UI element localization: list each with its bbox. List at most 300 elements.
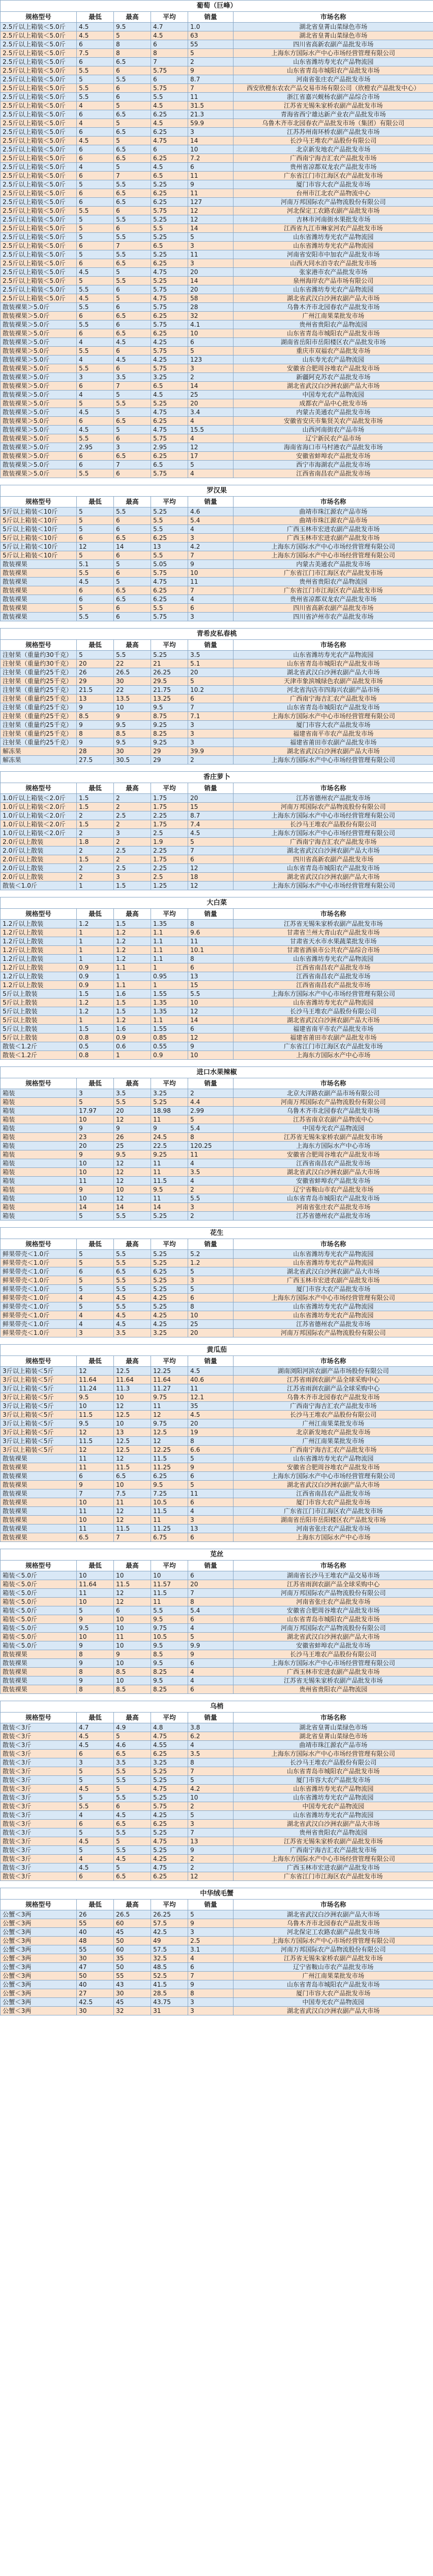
table-cell: 河南万邦国际农产品物流股份有限公司 [234,1329,433,1337]
table-cell: 5斤以上箱装＜10斤 [1,525,77,534]
table-cell: 9.5 [151,1676,188,1685]
table-cell: 11.5 [151,1177,188,1185]
table-cell: 箱装＜5.0斤 [1,1624,77,1633]
table-cell: 5.5 [114,250,151,259]
table-cell: 上海东方国际水产中心市场 [234,1051,433,1060]
table-cell: 4.7 [77,1723,114,1732]
table-cell: 鲜果带壳＜1.0斤 [1,1276,77,1285]
table-cell: 5 [188,1481,234,1489]
table-cell: 20 [77,659,114,668]
table-cell: 箱装 [1,1107,77,1115]
table-cell: 5 [77,1828,114,1837]
table-row [1,1142,433,1150]
table-cell: 箱装 [1,1133,77,1142]
table-cell: 10 [114,1659,151,1668]
table-cell: 5 [77,1793,114,1802]
table-cell: 安徽省安庆市集贤关农产品批发市场 [234,417,433,426]
table-row [1,534,433,543]
table-cell: 湖北省武汉白沙洲农副产品大市场 [234,1168,433,1177]
table-cell: 公蟹＜3两 [1,1937,77,1945]
table-cell: 湖南浏阳河滨农副产品市场股份有限公司 [234,1367,433,1376]
table-cell: 山东省潍坊寿光农产品物流园 [234,233,433,242]
table-cell: 11 [77,1463,114,1472]
table-cell: 5 [77,1212,114,1221]
table-cell: 1 [77,946,114,955]
table-cell: 散装＜3斤 [1,1855,77,1863]
table-cell: 11.64 [114,1376,151,1384]
table-cell: 30.5 [114,756,151,765]
table-cell: 6.25 [151,417,188,426]
table-cell: 5.25 [151,277,188,285]
table-cell: 箱装 [1,1124,77,1133]
table-cell: 10 [77,1571,114,1580]
table-cell: 2.25 [151,864,188,873]
table-cell: 1.1 [151,1016,188,1025]
spacer-cell [1,1542,433,1549]
table-row [1,1168,433,1177]
table-cell: 5 [114,119,151,128]
column-header: 规格型号 [1,909,77,920]
table-cell: 注射果（重量约30千克） [1,651,77,659]
table-cell: 湖北省皇菁山菜绿色市场 [234,1732,433,1741]
table-cell: 乌鲁木齐市北园春农产品批发市场 [234,1919,433,1928]
table-cell: 9 [188,1980,234,1989]
table-cell: 11 [77,1507,114,1516]
table-row [1,937,433,946]
table-cell: 11.5 [77,1437,114,1446]
table-row [1,946,433,955]
spacer-cell [1,890,433,897]
table-cell: 23 [77,1133,114,1142]
table-row [1,1668,433,1676]
table-cell: 注射果（重量约30千克） [1,659,77,668]
table-cell: 江西省南昌农产品批发市场 [234,1489,433,1498]
column-header: 市场名称 [234,1078,433,1089]
table-cell: 6 [114,525,151,534]
table-cell: 中国寿光农产品物流园 [234,391,433,399]
table-cell: 北京大洋路农副产品市场有限公司 [234,1089,433,1098]
column-header-row [1,1900,433,1910]
table-cell: 41.5 [151,1980,188,1989]
table-cell: 散装裸果 [1,1472,77,1481]
table-cell: 1.6 [114,1025,151,1033]
table-cell: 9 [77,1185,114,1194]
table-cell: 12 [188,1007,234,1016]
table-cell: 曲靖市珠江源农产品市场 [234,1741,433,1750]
table-cell: 9 [188,66,234,75]
table-cell: 12 [188,864,234,873]
table-cell: 4 [77,1855,114,1863]
table-cell: 10 [151,1571,188,1580]
table-cell: 6.5 [114,417,151,426]
table-cell: 12.5 [151,1428,188,1437]
table-cell: 4.75 [151,1732,188,1741]
table-cell: 4.25 [151,1311,188,1320]
table-cell: 11.25 [151,1463,188,1472]
table-cell: 12.5 [114,1437,151,1446]
table-cell: 8 [114,40,151,49]
table-cell: 6 [114,613,151,621]
table-row [1,198,433,207]
table-cell: 2.95 [151,443,188,452]
table-cell: 6 [114,434,151,443]
column-header: 销量 [188,1356,234,1367]
table-cell: 28.5 [151,1989,188,1998]
table-row [1,1855,433,1863]
table-cell: 7.4 [188,820,234,829]
table-row [1,1723,433,1732]
table-cell: 4.7 [151,23,188,31]
table-cell: 散装裸果 [1,1454,77,1463]
table-cell: 长沙马王堆农产品股份有限公司 [234,1758,433,1767]
table-row [1,347,433,355]
table-cell: 9.5 [77,1419,114,1428]
table-cell: 0.9 [77,972,114,981]
table-cell: 4 [188,469,234,478]
table-row [1,1641,433,1650]
table-cell: 1.0斤以上箱装＜2.0斤 [1,803,77,811]
table-cell: 9 [77,738,114,747]
table-cell: 散装裸果＞5.0斤 [1,355,77,364]
table-cell: 9.75 [151,1624,188,1633]
section-spacer [1,1694,433,1701]
table-cell: 6 [114,285,151,294]
table-cell: 5 [114,31,151,40]
table-row [1,1033,433,1042]
table-cell: 散装裸果＞5.0斤 [1,312,77,320]
table-cell: 上海东方国际水产中心市场经营管理有限公司 [234,551,433,560]
table-cell: 散装裸果＞5.0斤 [1,426,77,434]
table-cell: 10 [77,1498,114,1507]
table-row [1,268,433,277]
table-cell: 湖北省武汉白沙洲农副产品大市场 [234,1633,433,1641]
table-cell: 1 [114,972,151,981]
table-cell: 4.75 [151,408,188,417]
table-cell: 26.25 [151,1910,188,1919]
table-cell: 厦门市容大农产品批发市场 [234,1285,433,1294]
table-cell: 广州江南果菜批发市场 [234,312,433,320]
table-cell: 5.4 [188,516,234,525]
table-cell: 5.75 [151,613,188,621]
table-cell: 2.5斤以上箱装＜5.0斤 [1,84,77,93]
table-cell: 广东省江门市江海区农产品批发市场 [234,172,433,180]
table-cell: 1 [151,981,188,990]
table-cell: 公蟹＜3两 [1,1954,77,1963]
table-cell: 四川省高新农副产品批发市场 [234,604,433,613]
table-row [1,312,433,320]
spacer-cell [1,478,433,485]
table-cell: 安徽省合肥周谷堆农产品批发市场 [234,364,433,373]
table-cell: 40 [77,1928,114,1937]
table-cell: 2.5斤以上箱装＜5.0斤 [1,119,77,128]
column-header-row [1,640,433,651]
table-cell: 山东省青岛市城阳农产品批发市场 [234,864,433,873]
table-cell: 箱装 [1,1212,77,1221]
table-cell: 127 [188,198,234,207]
column-header: 最高 [114,783,151,794]
table-cell: 1 [77,928,114,937]
table-cell: 11.5 [151,1589,188,1598]
table-cell: 5 [77,399,114,408]
table-cell: 5.5 [151,551,188,560]
table-cell: 59.9 [188,119,234,128]
table-cell: 2.25 [151,811,188,820]
table-cell: 山东省潍坊寿光农产品物流园 [234,285,433,294]
table-cell: 50 [114,1963,151,1972]
table-cell: 5 [188,1267,234,1276]
table-cell: 4 [188,1676,234,1685]
table-row [1,1411,433,1419]
table-cell: 5 [77,516,114,525]
table-cell: 5 [114,268,151,277]
table-cell: 5 [114,426,151,434]
table-cell: 散装裸果 [1,578,77,586]
table-row [1,23,433,31]
column-header: 最高 [114,640,151,651]
table-cell: 21.75 [151,686,188,694]
table-row [1,31,433,40]
table-cell: 江西省南昌农产品批发市场 [234,981,433,990]
column-header: 销量 [188,783,234,794]
table-cell: 9.5 [77,1624,114,1633]
table-cell: 散装裸果＞5.0斤 [1,364,77,373]
table-cell: 5.75 [151,84,188,93]
table-cell: 9 [77,703,114,712]
table-cell: 6.5 [77,1533,114,1542]
table-cell: 2.5斤以上箱装＜5.0斤 [1,198,77,207]
table-cell: 2.5斤以上箱装＜5.0斤 [1,224,77,233]
table-cell: 1.25 [151,882,188,890]
table-cell: 6 [114,604,151,613]
table-cell: 10 [114,1641,151,1650]
table-cell: 5.5 [114,277,151,285]
column-header-row [1,909,433,920]
table-row [1,242,433,250]
table-cell: 箱装＜5.0斤 [1,1615,77,1624]
table-cell: 35 [188,1402,234,1411]
table-row [1,794,433,803]
table-cell: 5.25 [151,1285,188,1294]
table-cell: 散装裸果＞5.0斤 [1,320,77,329]
table-cell: 12 [77,1367,114,1376]
table-cell: 4 [77,119,114,128]
table-cell: 20 [77,1142,114,1150]
table-cell: 6.25 [151,1872,188,1881]
table-cell: 11 [77,1177,114,1185]
column-header: 市场名称 [234,497,433,507]
table-cell: 4.5 [151,391,188,399]
table-row [1,613,433,621]
table-cell: 4.75 [151,137,188,145]
table-cell: 14 [188,224,234,233]
table-cell: 4.5 [77,1732,114,1741]
table-cell: 13 [188,1837,234,1846]
table-cell: 6 [77,1820,114,1828]
table-cell: 8 [188,920,234,928]
table-cell: 10 [114,1185,151,1194]
table-cell: 山东省潍坊寿光农产品物流园 [234,1811,433,1820]
table-cell: 11 [188,1489,234,1498]
column-header: 规格型号 [1,1900,77,1910]
table-cell: 3斤以上箱装＜5斤 [1,1393,77,1402]
table-cell: 鲜果带壳＜1.0斤 [1,1302,77,1311]
table-cell: 0.6 [114,1042,151,1051]
table-row [1,1194,433,1203]
table-cell: 箱装＜5.0斤 [1,1633,77,1641]
table-cell: 9.5 [114,738,151,747]
table-cell: 2.5斤以上箱装＜5.0斤 [1,101,77,110]
table-cell: 6.5 [151,242,188,250]
table-cell: 2.5斤以上箱装＜5.0斤 [1,93,77,101]
table-cell: 6 [114,66,151,75]
table-row [1,882,433,890]
table-cell: 散装裸果＞5.0斤 [1,469,77,478]
table-cell: 4 [77,1294,114,1302]
table-row [1,1828,433,1837]
table-cell: 14 [188,137,234,145]
table-row [1,694,433,703]
table-cell: 散装＜3斤 [1,1732,77,1741]
table-row [1,154,433,163]
table-cell: 5.5 [114,1302,151,1311]
table-cell: 5 [188,838,234,846]
table-cell: 11 [151,1402,188,1411]
table-cell: 3 [77,1329,114,1337]
table-cell: 42.5 [77,1998,114,2007]
table-cell: 5 [188,1115,234,1124]
table-cell: 散装＜1.0斤 [1,882,77,890]
table-cell: 4 [77,1320,114,1329]
table-cell: 17.97 [77,1107,114,1115]
table-cell: 5.5 [77,320,114,329]
table-cell: 12 [114,1598,151,1606]
table-cell: 11 [114,1498,151,1507]
table-row [1,417,433,426]
table-cell: 5 [114,391,151,399]
table-row [1,40,433,49]
section-title-row [1,1701,433,1713]
column-header: 规格型号 [1,1356,77,1367]
column-header-row [1,783,433,794]
table-cell: 河南万邦国际农产品物流股份有限公司 [234,1098,433,1107]
table-cell: 7 [114,1533,151,1542]
table-cell: 散装裸果＞5.0斤 [1,408,77,417]
table-cell: 42.5 [151,1928,188,1937]
table-row [1,1185,433,1194]
section-spacer [1,1542,433,1549]
table-cell: 50 [114,1937,151,1945]
column-header: 销量 [188,1900,234,1910]
table-cell: 5.5 [114,1212,151,1221]
table-cell: 5斤以上箱装＜10斤 [1,534,77,543]
table-cell: 12 [114,1589,151,1598]
table-cell: 12 [188,207,234,215]
table-cell: 散装裸果＞5.0斤 [1,329,77,338]
table-cell: 乌鲁木齐市北园春农产品批发市场 [234,303,433,312]
table-cell: 山东省青岛市城阳农产品批发市场 [234,1615,433,1624]
table-cell: 5.5 [77,364,114,373]
table-cell: 5斤以上箱装＜10斤 [1,543,77,551]
table-cell: 曲靖市珠江源农产品市场 [234,507,433,516]
table-cell: 4.5 [77,426,114,434]
table-cell: 0.9 [77,981,114,990]
table-row [1,1294,433,1302]
table-cell: 11.5 [114,1463,151,1472]
table-cell: 散装裸果＞5.0斤 [1,443,77,452]
table-cell: 6.25 [151,329,188,338]
table-cell: 7 [188,551,234,560]
table-cell: 40 [77,1980,114,1989]
table-cell: 6 [188,1025,234,1033]
table-cell: 6 [77,40,114,49]
table-cell: 箱装 [1,1194,77,1203]
table-cell: 山东省潍坊寿光农产品物流园 [234,1302,433,1311]
table-row [1,1785,433,1793]
table-cell: 4.55 [151,1741,188,1750]
table-cell: 广东省江门市江海区农产品批发市场 [234,586,433,595]
table-cell: 3 [188,1998,234,2007]
table-row [1,668,433,677]
table-cell: 32 [114,2007,151,2015]
table-cell: 泉州海岸农产品市场有限公司 [234,277,433,285]
table-cell: 12.25 [151,1367,188,1376]
table-row [1,1203,433,1212]
table-cell: 9.5 [151,703,188,712]
table-cell: 5斤以上散装 [1,1025,77,1033]
table-cell: 8 [188,1989,234,1998]
column-header: 平均 [151,1239,188,1250]
table-row [1,1659,433,1668]
table-cell: 6 [77,417,114,426]
table-cell: 2.5斤以上箱装＜5.0斤 [1,259,77,268]
table-cell: 4 [77,391,114,399]
column-header: 最高 [114,909,151,920]
table-cell: 上海东方国际水产中心市场 [234,1142,433,1150]
table-cell: 49 [151,1937,188,1945]
table-cell: 5.5 [77,93,114,101]
table-cell: 5 [77,215,114,224]
table-cell: 广西玉林市宏进农副产品批发市场 [234,1276,433,1285]
table-cell: 6 [188,1685,234,1694]
table-cell: 1.2斤以上散装 [1,963,77,972]
table-row [1,1963,433,1972]
table-cell: 乌鲁木齐市北园春农产品批发市场 [234,1393,433,1402]
table-cell: 4.5 [188,829,234,838]
table-cell: 40.6 [188,1376,234,1384]
table-cell: 江西省南昌农产品批发市场 [234,963,433,972]
table-cell: 广西南宁海吉汇农产品批发市场 [234,1446,433,1454]
table-cell: 2.5斤以上箱装＜5.0斤 [1,172,77,180]
table-cell: 1.2 [77,920,114,928]
table-cell: 10 [77,1598,114,1606]
table-cell: 6.25 [151,1267,188,1276]
table-row [1,1732,433,1741]
table-cell: 5 [77,1285,114,1294]
table-cell: 3 [188,242,234,250]
table-cell: 12 [114,1454,151,1463]
table-cell: 上海东方国际水产中心市场经营管理有限公司 [234,829,433,838]
table-cell: 12 [114,1516,151,1524]
table-cell: 散装＜3斤 [1,1828,77,1837]
table-cell: 5斤以上箱装＜10斤 [1,551,77,560]
table-row [1,1042,433,1051]
table-cell: 4 [77,101,114,110]
table-cell: 6 [151,145,188,154]
section-title-row [1,1228,433,1239]
table-cell: 13 [114,1428,151,1437]
table-cell: 6 [114,84,151,93]
table-cell: 山东省潍坊寿光农产品物流园 [234,1454,433,1463]
